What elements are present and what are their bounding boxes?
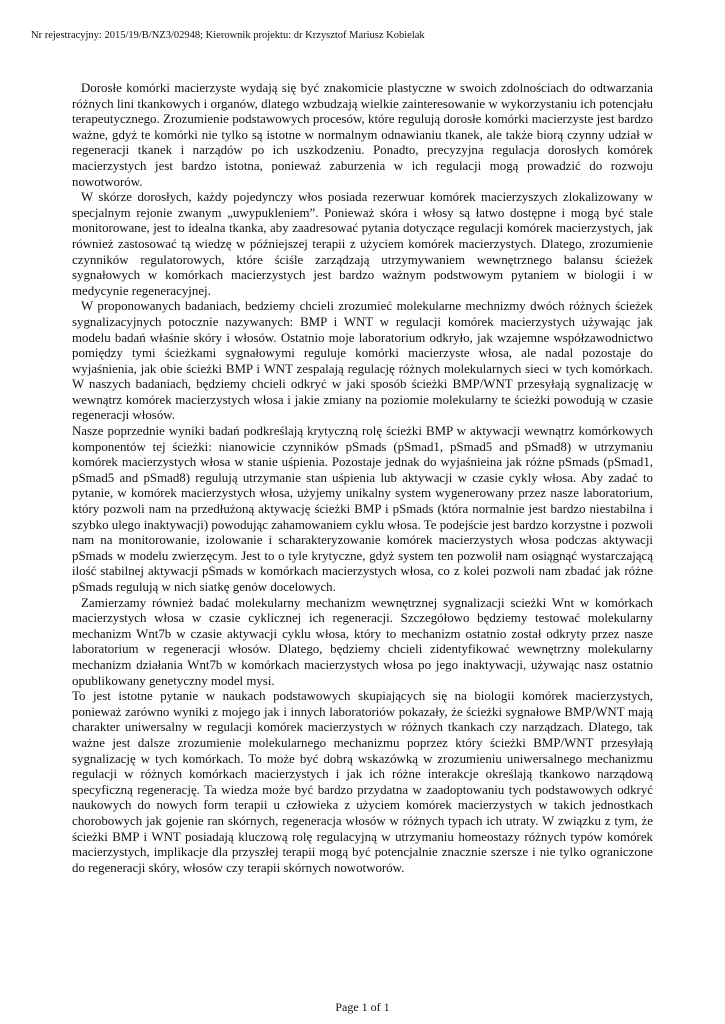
paragraph-hair-bulge: W skórze dorosłych, każdy pojedynczy włos posiada rezerwuar komórek macierzyszych zlokalizowany w specjalnym rejonie zwanym „uwypukleniem”. Ponieważ skóra i włosy są łatwo dostępne i mogą być stale monitorowane, jest to idealna tkanka, aby zaadresować pytania dotyczące regulacji komórek macierzystych, jak również zastosować tą wiedzę w późniejszej terapii z użyciem komórek macierzystych. Dlatego, zrozumienie czynników regulatorowych, które ściśle zarządzają utrzymywaniem wewnętrznego balansu ścieżek sygnałowych w komórkach macierzystych jest bardzo ważnym podstwowym pytaniem w biologii i w medycynie regeneracyjnej. bbox=[72, 190, 653, 298]
paragraph-significance: To jest istotne pytanie w naukach podstawowych skupiających się na biologii komórek macierzystych, ponieważ zarówno wyniki z mojego jak i innych laboratoriów pokazały, że ścieżki sygnałowe BMP/WNT mają charakter uniwersalny w regulacji komórek macierzystych w różnych tkankach czy narządzach. Dlatego, tak ważne jest dalsze zrozumienie molekularnego mechanizmu poprzez który ścieżki BMP/WNT przesyłają sygnalizację w tych komórkach. To może być dobrą wskazówką w zrozumieniu uniwersalnego mechanizmu regulacji w różnych komórkach macierzystych i jak ich różne interakcje określają tkankowo narządową specyficzną regenerację. Ta wiedza może być bardzo przydatna w zaadoptowaniu tych podstawowych odkryć naukowych do nowych form terapii u człowieka z użyciem komórek macierzystych w takich jednostkach chorobowych jak gojenie ran skórnych, regeneracja włosów w różnych typach ich utraty. W związku z tym, że ścieżki BMP i WNT posiadają kluczową rolę regulacyjną w utrzymaniu homeostazy różnych typów komórek macierzystych, implikacje dla przyszłej terapii mogą być potencjalnie znacznie szersze i nie tylko ograniczone do regeneracji skóry, włosów czy terapii skórnych nowotworów. bbox=[72, 689, 653, 875]
paragraph-bmp-wnt-pathways: W proponowanych badaniach, bedziemy chcieli zrozumieć molekularne mechnizmy dwóch różnych ścieżek sygnalizacyjnych potocznie nazywanych: BMP i WNT w regulacji komórek macierzystych używając jak modelu badań właśnie skóry i włosów. Ostatnio moje laboratorium odkryło, jak wzajemne współzawodnictwo pomiędzy tymi ścieżkami sygnałowymi reguluje komórki macierzyste włosa, ale nadal pozostaje do wyjaśnienia, jak obie ścieżki BMP i WNT zespalają regulację różnych molekularnych sieci w tych komórkach. W naszych badaniach, będziemy chcieli odkryć w jaki sposób ścieżki BMP/WNT przesyłają sygnalizację w wewnątrz komórek macierzystych włosa i jakie zmiany na poziomie molekularny te ścieżki powodują w czasie regeneracji włosów. bbox=[72, 299, 653, 423]
page-number: Page 1 of 1 bbox=[335, 1000, 390, 1014]
paragraph-wnt7b: Zamierzamy również badać molekularny mechanizm wewnętrznej sygnalizacji scieżki Wnt w komórkach macierzystych włosa w czasie cyklicznej ich regeneracji. Szczegółowo będziemy testować molekularny mechanizm Wnt7b w czasie aktywacji cyklu włosa, który to mechanizm ostatnio został odkryty przez nasze laboratorium w regeneracji włosów. Dlatego, będziemy chcieli zidentyfikować wewnętrzny molekularny mechanizm działania Wnt7b w komórkach macierzystych włosa po jego inaktywacji, używając nasz ostatnio opublikowany genetyczny model mysi. bbox=[72, 595, 653, 688]
document-body bbox=[72, 81, 653, 876]
paragraph-psmads: Nasze poprzednie wyniki badań podkreślają krytyczną rolę ścieżki BMP w aktywacji wewnątrz komórkowych komponentów tej ścieżki: nianowicie czynników pSmads (pSmad1, pSmad5 and pSmad8) w utrzymaniu komórek macierzystych włosa w stanie uśpienia. Pozostaje jednak do wyjaśnieina jak różne pSmads (pSmad1, pSmad5 and pSmad8) regulują utrzymanie stan uśpienia lub aktywacji w czasie cykly włosa. Aby zadać to pytanie, w komórek macierzystych włosa, użyjemy unikalny system wygenerowany przez nasze laboratorium, który pozwoli nam na przedłużoną aktywację ścieżki BMP i pSmads (która normalnie jest bardzo niestabilna i szybko ulego inaktywacji) powodując zahamowaniem cyklu włosa. Te podejście jest bardzo korzystne i pozwoli nam na monitorowanie, izolowanie i scharakteryzowanie komórek macierzystych włosa podczas aktywacji pSmads w modelu zwierzęcym. Jest to o tyle krytyczne, gdyż system ten pozwolił nam osiągnąć wystarczającą ilość stabilnej aktywacji pSmads w komórkach macierzystych włosa, co z kolei pozwoli nam zbadać jak różne pSmads regulują w nich siatkę genów docelowych. bbox=[72, 424, 653, 594]
paragraph-adult-stem-cells: Dorosłe komórki macierzyste wydają się być znakomicie plastyczne w swoich zdolnościach do odtwarzania różnych lini tkankowych i organów, dlatego wzbudzają wielkie zainteresowanie w wykorzystaniu ich potencjału terapeutycznego. Zrozumienie podstawowych procesów, które regulują dorosłe komórki macierzyste jest bardzo ważne, gdyż te komórki nie tylko są istotne w normalnym odnawianiu tkanek, ale także biorą czynny udział w regeneracji tkanek i narządów po ich uszkodzeniu. Ponadto, precyzyjna regulacja dorosłych komórek macierzystych jest bardzo istotna, ponieważ zaburzenia w ich regulacji mogą prowadzić do rozwoju nowotworów. bbox=[72, 81, 653, 189]
document-header: Nr rejestracyjny: 2015/19/B/NZ3/02948; Kierownik projektu: dr Krzysztof Mariusz Kobielak bbox=[31, 30, 425, 41]
